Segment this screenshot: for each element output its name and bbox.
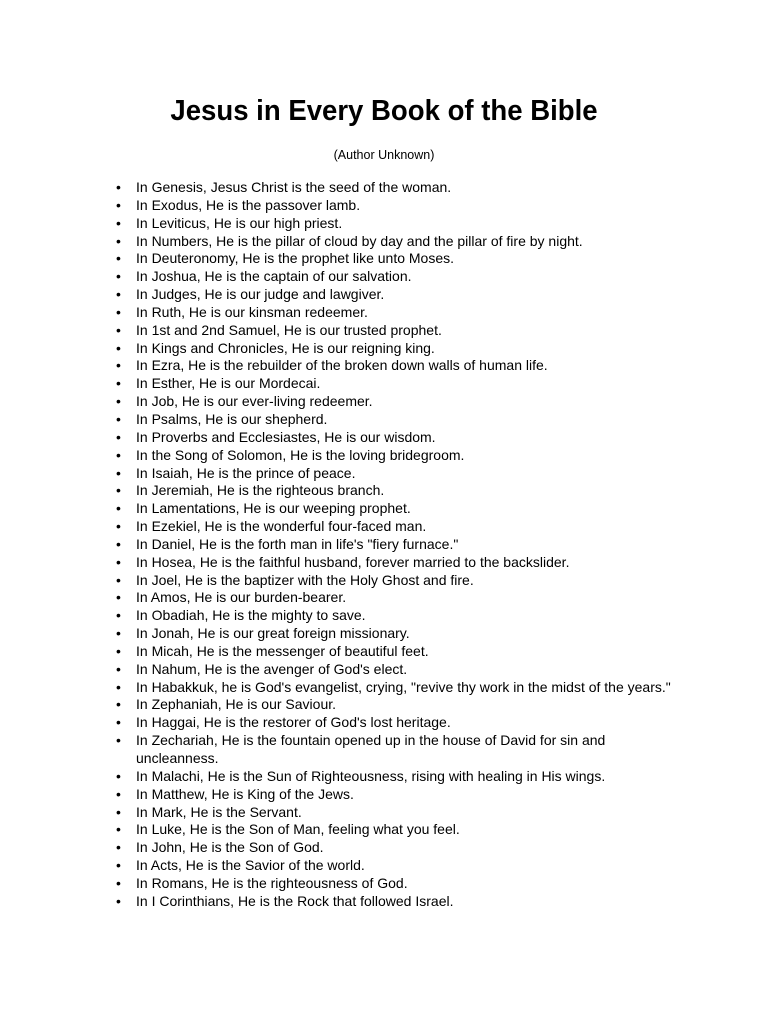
list-item xyxy=(0,857,676,875)
list-item-text: In Haggai, He is the restorer of God's lost heritage. xyxy=(136,714,451,731)
list-item-text: In Ezra, He is the rebuilder of the broken down walls of human life. xyxy=(136,357,548,374)
bullet-icon: • xyxy=(116,232,121,249)
bullet-icon: • xyxy=(116,393,121,410)
list-item-text: In Genesis, Jesus Christ is the seed of the woman. xyxy=(136,179,452,195)
list-item-text: In the Song of Solomon, He is the loving bridegroom. xyxy=(136,446,465,463)
list-item-text: In Jonah, He is our great foreign missionary. xyxy=(136,625,410,642)
bullet-icon: • xyxy=(116,179,121,195)
list-item xyxy=(0,821,676,839)
list-item xyxy=(0,250,676,268)
bullet-icon: • xyxy=(116,518,121,535)
author-note: (Author Unknown) xyxy=(333,148,435,162)
list-item xyxy=(0,643,676,661)
bullet-icon: • xyxy=(116,375,121,392)
list-item xyxy=(0,179,676,197)
list-item xyxy=(0,893,676,911)
list-item xyxy=(0,393,676,411)
bullet-icon: • xyxy=(116,714,121,731)
list-item-text: In Matthew, He is King of the Jews. xyxy=(136,785,354,802)
list-item xyxy=(0,875,676,893)
list-item xyxy=(0,554,676,572)
list-item xyxy=(0,607,676,625)
list-item-text: In Ezekiel, He is the wonderful four-faced man. xyxy=(136,518,427,535)
bullet-icon: • xyxy=(116,874,121,891)
list-item xyxy=(0,322,676,340)
list-item-text: In Proverbs and Ecclesiastes, He is our wisdom. xyxy=(136,428,436,445)
bullet-icon: • xyxy=(116,625,121,642)
bullet-icon: • xyxy=(116,339,121,356)
list-item-text: In Luke, He is the Son of Man, feeling what you feel. xyxy=(136,821,460,838)
list-item-text: In Psalms, He is our shepherd. xyxy=(136,410,328,427)
list-item-text: In Joshua, He is the captain of our salvation. xyxy=(136,268,412,285)
bullet-icon: • xyxy=(116,357,121,374)
bullet-icon: • xyxy=(116,803,121,820)
bullet-icon: • xyxy=(116,428,121,445)
bullet-icon: • xyxy=(116,821,121,838)
bullet-icon: • xyxy=(116,535,121,552)
list-item-text: In Hosea, He is the faithful husband, forever married to the backslider. xyxy=(136,553,570,570)
bullet-icon: • xyxy=(116,785,121,802)
list-item xyxy=(0,304,676,322)
list-item xyxy=(0,839,676,857)
list-item-text: In 1st and 2nd Samuel, He is our trusted prophet. xyxy=(136,321,442,338)
bullet-icon: • xyxy=(116,732,121,749)
bullet-icon: • xyxy=(116,286,121,303)
list-item-text: In Mark, He is the Servant. xyxy=(136,803,302,820)
bullet-icon: • xyxy=(116,500,121,517)
list-item xyxy=(0,518,676,536)
bullet-icon: • xyxy=(116,303,121,320)
list-item xyxy=(0,233,676,251)
list-item-text: In Obadiah, He is the mighty to save. xyxy=(136,607,366,624)
list-item xyxy=(0,786,676,804)
list-item xyxy=(0,465,676,483)
list-item xyxy=(0,661,676,679)
bullet-icon: • xyxy=(116,464,121,481)
bullet-icon: • xyxy=(116,839,121,856)
bullet-icon: • xyxy=(116,571,121,588)
bullet-icon: • xyxy=(116,446,121,463)
list-item-text: In Daniel, He is the forth man in life's "fiery furnace." xyxy=(136,535,459,552)
bullet-icon: • xyxy=(116,607,121,624)
list-item xyxy=(0,268,676,286)
bullet-icon: • xyxy=(116,589,121,606)
list-item-text: In Deuteronomy, He is the prophet like unto Moses. xyxy=(136,250,455,267)
list-item-text: In Zechariah, He is the fountain opened up in the house of David for sin and uncleanness. xyxy=(136,732,606,766)
list-item-text: In Lamentations, He is our weeping prophet. xyxy=(136,500,411,517)
list-item-text: In Amos, He is our burden-bearer. xyxy=(136,589,347,606)
list-item xyxy=(0,589,676,607)
list-item xyxy=(0,714,676,732)
list-item-text: In Ruth, He is our kinsman redeemer. xyxy=(136,303,368,320)
list-item xyxy=(0,804,676,822)
list-item xyxy=(0,500,676,518)
list-item xyxy=(0,429,676,447)
list-item-text: In Exodus, He is the passover lamb. xyxy=(136,196,361,213)
bullet-icon: • xyxy=(116,482,121,499)
list-item-text: In Judges, He is our judge and lawgiver. xyxy=(136,286,385,303)
list-item-text: In Kings and Chronicles, He is our reigning king. xyxy=(136,339,435,356)
bullet-icon: • xyxy=(116,660,121,677)
list-item xyxy=(0,696,676,714)
list-item xyxy=(0,375,676,393)
list-item xyxy=(0,625,676,643)
list-item xyxy=(0,482,676,500)
bullet-icon: • xyxy=(116,196,121,213)
list-item-text: In Romans, He is the righteousness of God. xyxy=(136,874,408,891)
bullet-icon: • xyxy=(116,214,121,231)
page-title: Jesus in Every Book of the Bible xyxy=(170,95,598,127)
list-item-text: In Zephaniah, He is our Saviour. xyxy=(136,696,337,713)
list-item xyxy=(0,447,676,465)
bullet-icon: • xyxy=(116,892,121,909)
list-item-text: In I Corinthians, He is the Rock that followed Israel. xyxy=(136,892,454,909)
list-item-text: In Numbers, He is the pillar of cloud by day and the pillar of fire by night. xyxy=(136,232,583,249)
list-item xyxy=(0,768,676,786)
bullet-icon: • xyxy=(116,767,121,784)
bullet-icon: • xyxy=(116,250,121,267)
bullet-icon: • xyxy=(116,857,121,874)
list-item xyxy=(0,357,676,375)
list-item-text: In John, He is the Son of God. xyxy=(136,839,324,856)
bullet-icon: • xyxy=(116,678,121,695)
bullet-icon: • xyxy=(116,321,121,338)
list-item xyxy=(0,679,676,697)
list-item-text: In Isaiah, He is the prince of peace. xyxy=(136,464,356,481)
bullet-icon: • xyxy=(116,696,121,713)
list-item xyxy=(0,732,676,768)
list-item-text: In Jeremiah, He is the righteous branch. xyxy=(136,482,385,499)
list-item-text: In Joel, He is the baptizer with the Holy Ghost and fire. xyxy=(136,571,474,588)
list-item xyxy=(0,572,676,590)
list-item xyxy=(0,215,676,233)
list-item xyxy=(0,411,676,429)
list-item xyxy=(0,286,676,304)
list-item xyxy=(0,340,676,358)
book-list xyxy=(0,179,768,911)
list-item-text: In Leviticus, He is our high priest. xyxy=(136,214,343,231)
list-item-text: In Micah, He is the messenger of beautiful feet. xyxy=(136,642,429,659)
list-item-text: In Malachi, He is the Sun of Righteousness, rising with healing in His wings. xyxy=(136,767,606,784)
list-item xyxy=(0,536,676,554)
list-item-text: In Acts, He is the Savior of the world. xyxy=(136,857,365,874)
bullet-icon: • xyxy=(116,268,121,285)
list-item-text: In Job, He is our ever-living redeemer. xyxy=(136,393,373,410)
bullet-icon: • xyxy=(116,410,121,427)
bullet-icon: • xyxy=(116,642,121,659)
list-item xyxy=(0,197,676,215)
bullet-icon: • xyxy=(116,553,121,570)
list-item-text: In Esther, He is our Mordecai. xyxy=(136,375,321,392)
list-item-text: In Nahum, He is the avenger of God's elect. xyxy=(136,660,408,677)
list-item-text: In Habakkuk, he is God's evangelist, crying, "revive thy work in the midst of the years." xyxy=(136,678,671,695)
